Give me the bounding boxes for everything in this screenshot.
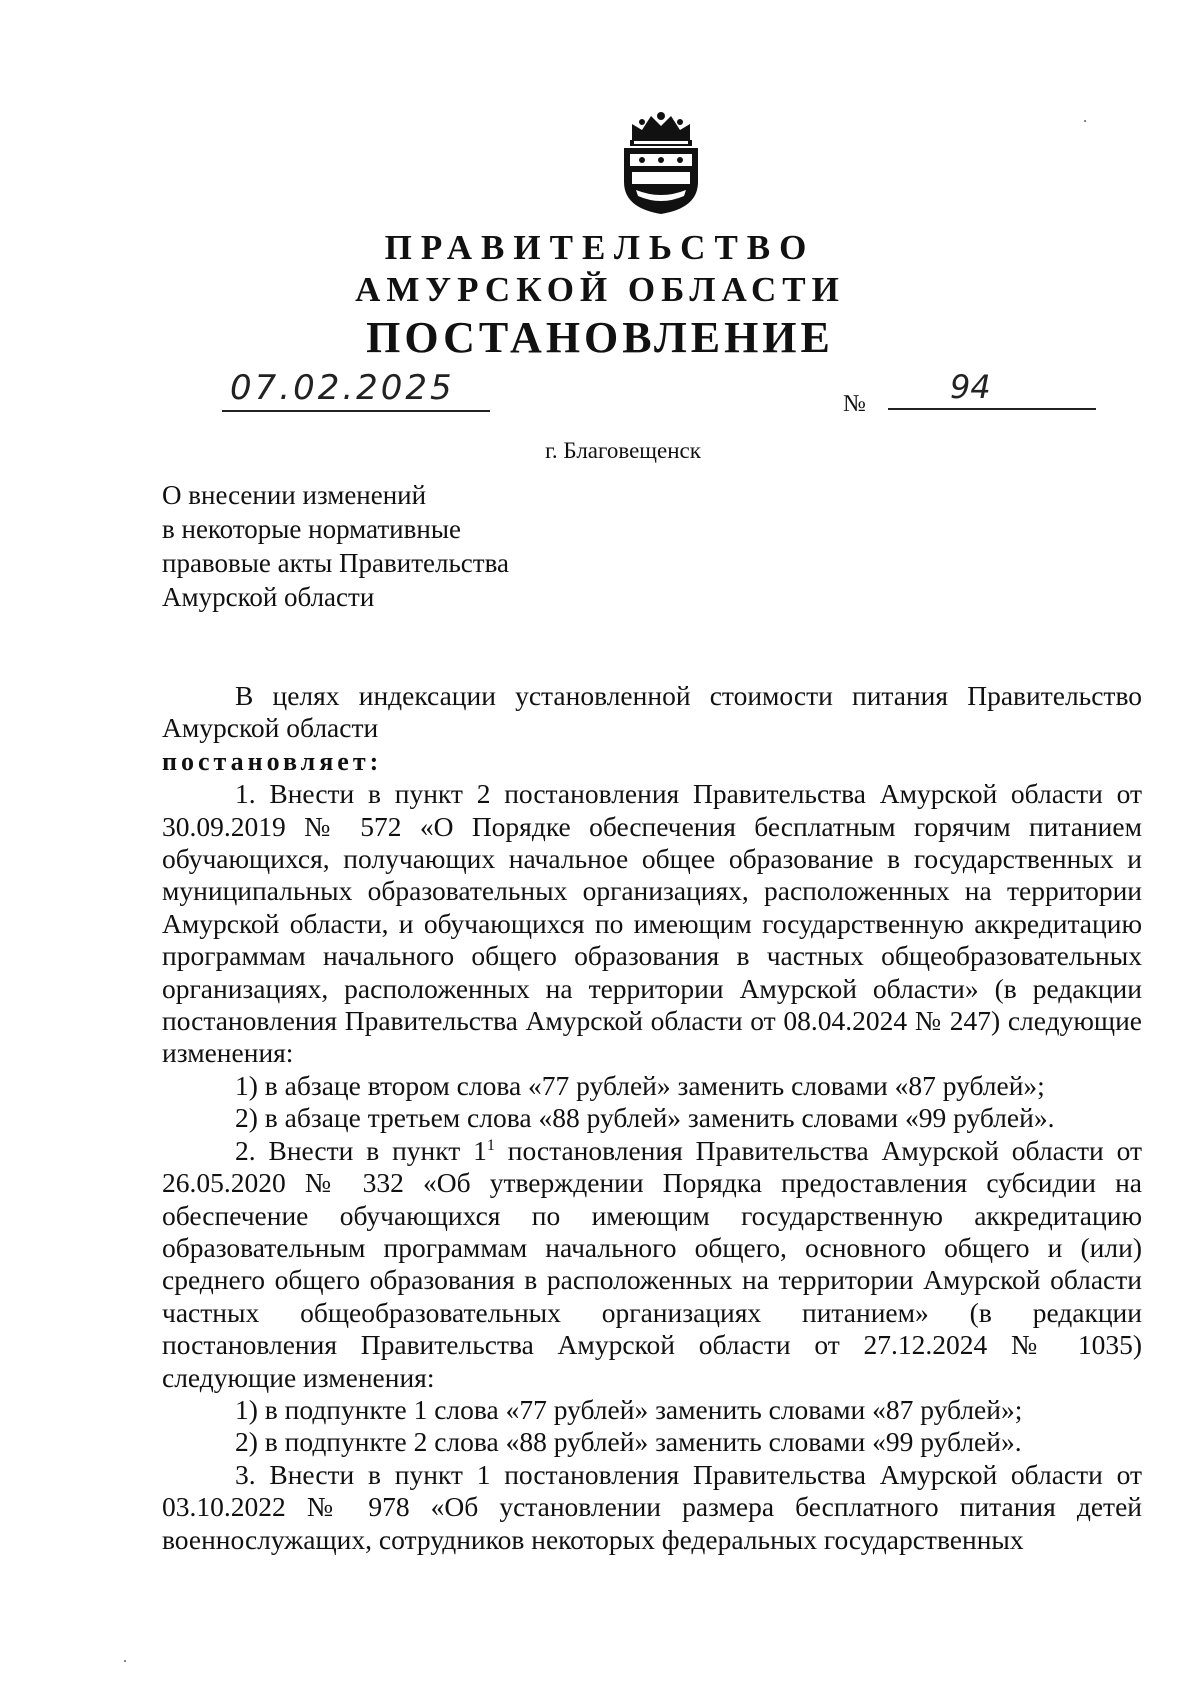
- subject-line: правовые акты Правительства: [162, 548, 509, 578]
- item-1-sub-2: 2) в абзаце третьем слова «88 рублей» заменить словами «99 рублей».: [235, 1102, 1055, 1134]
- item-1-sub-1: 1) в абзаце втором слова «77 рублей» заменить словами «87 рублей»;: [235, 1069, 1045, 1101]
- scan-speck: [124, 1660, 126, 1662]
- org-name-line2: АМУРСКОЙ ОБЛАСТИ: [355, 270, 845, 309]
- item-2-superscript: 1: [486, 1136, 495, 1154]
- item-2-paragraph: [162, 1135, 1142, 1394]
- document-body: [162, 680, 1142, 1556]
- preamble-paragraph: В целях индексации установленной стоимости питания Правительство Амурской области: [162, 680, 1142, 744]
- scan-speck: [1084, 120, 1086, 122]
- item-2-sub-2: 2) в подпункте 2 слова «88 рублей» заменить словами «99 рублей».: [235, 1426, 1022, 1458]
- amur-oblast-coat-of-arms-icon: [618, 110, 704, 216]
- subject-block: [162, 478, 582, 614]
- item-2-sub-1: 1) в подпункте 1 слова «77 рублей» заменить словами «87 рублей»;: [235, 1393, 1023, 1425]
- subject-line: в некоторые нормативные: [162, 514, 461, 544]
- number-sign: №: [843, 391, 866, 417]
- subject-line: О внесении изменений: [162, 480, 427, 510]
- document-type-title: ПОСТАНОВЛЕНИЕ: [366, 313, 834, 362]
- city-label: г. Благовещенск: [545, 438, 701, 463]
- decree-paragraph: [162, 745, 1142, 778]
- handwritten-number: 94: [888, 368, 1096, 410]
- subject-line: Амурской области: [162, 582, 375, 612]
- item-1-paragraph: 1. Внести в пункт 2 постановления Правительства Амурской области от 30.09.2019 № 572 «О Порядке обеспечения бесплатным горячим питанием обучающихся, получающих начальное общее образование в государственных и муниципальных образовательных организациях, расположенных на территории Амурской области, и обучающихся по имеющим государственную аккредитацию программам начального общего образования в частных общеобразовательных организациях, расположенных на территории Амурской области» (в редакции постановления Правительства Амурской области от 08.04.2024 № 247) следующие изменения:: [162, 778, 1142, 1069]
- org-name-line1: ПРАВИТЕЛЬСТВО: [384, 228, 816, 267]
- decree-word: постановляет:: [162, 746, 383, 776]
- item-2-rest: постановления Правительства Амурской области от 26.05.2020 № 332 «Об утверждении Порядка предоставления субсидии на обеспечение обучающихся по имеющим государственную аккредитацию образовательным программам начального общего, основного общего и (или) среднего общего образования в расположенных на территории Амурской области частных общеобразовательных организациях питанием» (в редакции постановления Правительства Амурской области от 27.12.2024 № 1035) следующие изменения:: [162, 1134, 1142, 1393]
- handwritten-date: 07.02.2025: [222, 368, 490, 412]
- item-2-start: 2. Внести в пункт 1: [235, 1134, 487, 1166]
- item-3-paragraph: 3. Внести в пункт 1 постановления Правительства Амурской области от 03.10.2022 № 978 «Об установлении размера бесплатного питания детей военнослужащих, сотрудников некоторых федеральных государственных: [162, 1458, 1142, 1555]
